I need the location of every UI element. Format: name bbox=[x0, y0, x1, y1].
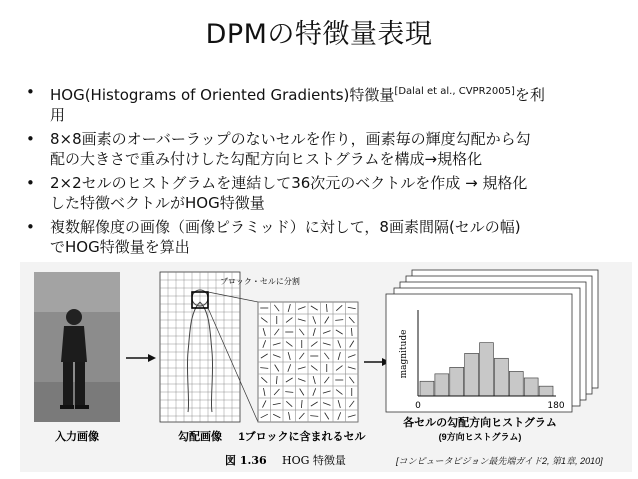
gradient-image-label: 勾配画像 bbox=[178, 431, 222, 443]
bullet-dot-icon: • bbox=[26, 130, 35, 148]
input-image bbox=[34, 272, 120, 422]
hog-figure bbox=[20, 262, 632, 472]
bullet-text: 2×2セルのヒストグラムを連結して36次元のベクトルを作成 → 規格化 bbox=[50, 174, 528, 192]
histogram-x-tick: 180 bbox=[547, 401, 565, 411]
histogram-bar bbox=[420, 381, 434, 396]
bullet-text: 8×8画素のオーバーラップのないセルを作り，画素毎の輝度勾配から勾 bbox=[50, 130, 531, 148]
figure-caption-number: 図 1.36 bbox=[225, 454, 267, 467]
bullet-dot-icon: • bbox=[26, 218, 35, 236]
histogram-y-label: magnitude bbox=[399, 329, 409, 379]
bullet-text: 複数解像度の画像（画像ピラミッド）に対して，8画素間隔(セルの幅) bbox=[50, 218, 521, 236]
bullet-dot-icon: • bbox=[26, 174, 35, 192]
bullet-item bbox=[26, 129, 626, 169]
bullet-text-tail: を利 bbox=[514, 86, 545, 104]
block-split-label: ブロック・セルに分割 bbox=[220, 277, 300, 286]
histogram-x-tick: 0 bbox=[415, 401, 421, 411]
citation-superscript: [Dalal et al., CVPR2005] bbox=[394, 86, 515, 97]
histogram-stack bbox=[386, 270, 598, 412]
bullet-text: HOG(Histograms of Oriented Gradients)特徴量 bbox=[50, 86, 395, 104]
histogram-bar bbox=[539, 386, 553, 396]
histogram-bar bbox=[509, 371, 523, 396]
bullet-item bbox=[26, 173, 626, 213]
bullet-item bbox=[26, 217, 626, 257]
input-image-label: 入力画像 bbox=[55, 431, 99, 443]
bullet-dot-icon: • bbox=[26, 83, 35, 101]
histogram-label: 各セルの勾配方向ヒストグラム bbox=[403, 417, 557, 429]
slide-title: DPMの特徴量表現 bbox=[205, 19, 433, 50]
bullet-text-line2: 用 bbox=[50, 106, 66, 124]
bullet-text-line2: した特徴ベクトルがHOG特徴量 bbox=[50, 194, 265, 212]
histogram-bar bbox=[524, 378, 538, 396]
histogram-sub-label: (9方向ヒストグラム) bbox=[438, 432, 522, 442]
gradient-image bbox=[160, 272, 240, 422]
histogram-bar bbox=[450, 367, 464, 396]
reference-citation: [コンピュータビジョン最先端ガイド2, 第1章, 2010] bbox=[396, 456, 603, 466]
bullet-text-line2: 配の大きさで重み付けした勾配方向ヒストグラムを構成→規格化 bbox=[50, 150, 483, 168]
input-photo-wall bbox=[34, 272, 120, 312]
histogram-bar bbox=[435, 374, 449, 396]
histogram-bar bbox=[465, 353, 479, 396]
bullet-text-line2: でHOG特徴量を算出 bbox=[50, 238, 190, 256]
cells-label: 1ブロックに含まれるセル bbox=[238, 431, 366, 443]
histogram-bar bbox=[480, 343, 494, 396]
bullet-list bbox=[26, 82, 626, 261]
figure-caption-text: HOG 特徴量 bbox=[282, 454, 346, 467]
histogram-bar bbox=[494, 358, 508, 396]
bullet-item bbox=[26, 82, 626, 125]
block-cells bbox=[258, 302, 358, 422]
